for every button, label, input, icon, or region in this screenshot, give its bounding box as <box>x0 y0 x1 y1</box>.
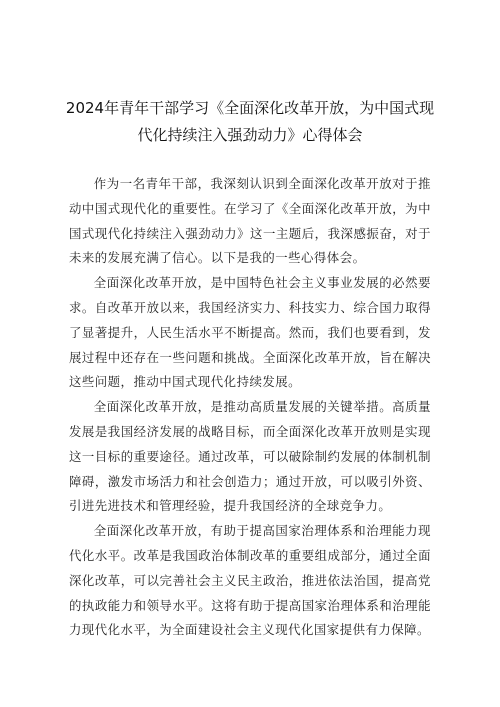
paragraph-4: 全面深化改革开放，有助于提高国家治理体系和治理能力现代化水平。改革是我国政治体制改革的重要组成部分，通过全面深化改革，可以完善社会主义民主政治，推进依法治国，提高党的执政能力和领导水平。这将有助于提高国家治理体系和治理能力现代化水平，为全面建设社会主义现代化国家提供有力保障。 <box>69 523 431 638</box>
document-body <box>69 172 431 643</box>
paragraph-3: 全面深化改革开放，是推动高质量发展的关键举措。高质量发展是我国经济发展的战略目标，而全面深化改革开放则是实现这一目标的重要途径。通过改革，可以破除制约发展的体制机制障碍，激发市场活力和社会创造力；通过开放，可以吸引外资、引进先进技术和管理经验，提升我国经济的全球竞争力。 <box>69 399 431 514</box>
document-title: 2024年青年干部学习《全面深化改革开放，为中国式现代化持续注入强劲动力》心得体会 <box>65 99 435 144</box>
paragraph-1: 作为一名青年干部，我深刻认识到全面深化改革开放对于推动中国式现代化的重要性。在学习了《全面深化改革开放，为中国式现代化持续注入强劲动力》这一主题后，我深感振奋，对于未来的发展充满了信心。以下是我的一些心得体会。 <box>69 176 431 266</box>
paragraph-2: 全面深化改革开放，是中国特色社会主义事业发展的必然要求。自改革开放以来，我国经济实力、科技实力、综合国力取得了显著提升，人民生活水平不断提高。然而，我们也要看到，发展过程中还存在一些问题和挑战。全面深化改革开放，旨在解决这些问题，推动中国式现代化持续发展。 <box>69 275 431 390</box>
